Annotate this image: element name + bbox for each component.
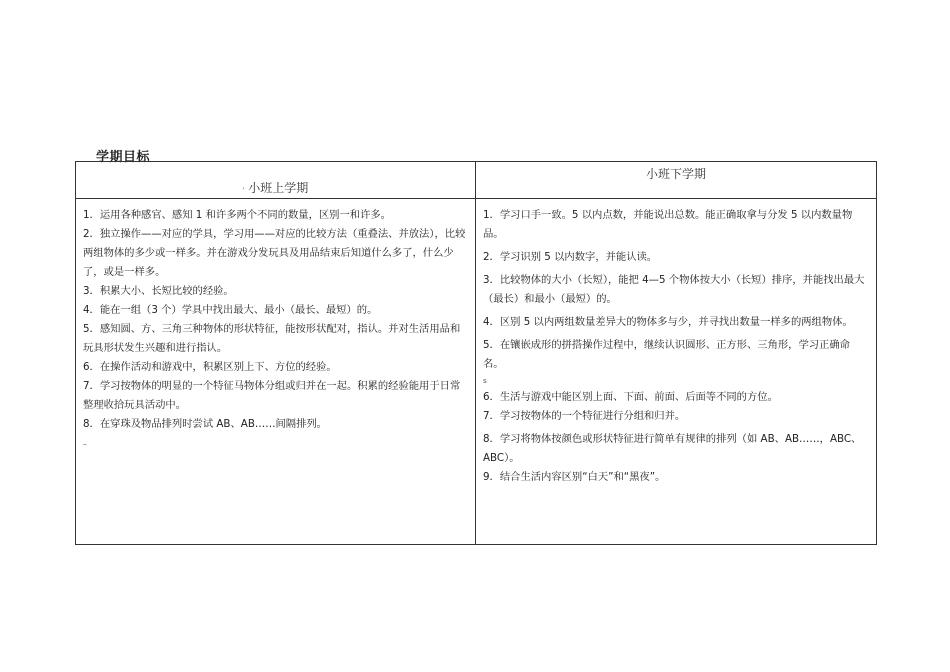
page-title: 学期目标: [96, 150, 151, 165]
list-item: 5．在镶嵌成形的拼搭操作过程中，继续认识圆形、正方形、三角形，学习正确命名。: [483, 339, 850, 370]
table-body-row: [76, 199, 877, 545]
right-column-header: [476, 162, 877, 199]
list-item: 5．感知圆、方、三角三种物体的形状特征，能按形状配对，指认。并对生活用品和玩具形状发生兴趣和进行指认。: [83, 323, 461, 354]
list-item: 4．能在一组（3 个）学具中找出最大、最小（最长、最短）的。: [83, 304, 378, 316]
list-item: 2．学习识别 5 以内数字，并能认读。: [483, 251, 658, 263]
right-goals-cell: [476, 199, 877, 545]
list-item: 8．学习将物体按颜色或形状特征进行简单有规律的排列（如 AB、AB……，ABC、ABC）。: [483, 433, 862, 464]
stray-mark: s: [483, 377, 487, 385]
right-header-label: 小班下学期: [645, 167, 706, 181]
list-item: 7．学习按物体的一个特征进行分组和归并。: [483, 410, 686, 422]
stray-mark: _: [83, 437, 87, 445]
list-item: 3．比较物体的大小（长短），能把 4—5 个物体按大小（长短）排序，并能找出最大（最长）和最小（最短）的。: [483, 274, 865, 305]
list-item: 8．在穿珠及物品排列时尝试 AB、AB……间隔排列。: [83, 418, 327, 430]
list-item: 1．运用各种感官、感知 1 和许多两个不同的数量，区别一和许多。: [83, 209, 391, 221]
list-item: 4．区别 5 以内两组数量差异大的物体多与少，并寻找出数量一样多的两组物体。: [483, 316, 853, 328]
list-item: 7．学习按物体的明显的一个特征马物体分组或归并在一起。积累的经验能用于日常整理收拾玩具活动中。: [83, 380, 461, 411]
semester-goals-table: [75, 161, 877, 545]
table-header-row: [76, 162, 877, 199]
left-header-label: 小班上学期: [248, 181, 309, 195]
list-item: 2．独立操作——对应的学具，学习用——对应的比较方法（重叠法、并放法），比较两组物体的多少或一样多。并在游戏分发玩具及用品结束后知道什么多了，什么少了，或是一样多。: [83, 228, 466, 278]
list-item: 6．在操作活动和游戏中，积累区别上下、方位的经验。: [83, 361, 337, 373]
list-item: 6．生活与游戏中能区别上面、下面、前面、后面等不同的方位。: [483, 391, 778, 403]
right-goals-list: [483, 206, 870, 487]
left-goals-list: [83, 206, 469, 448]
left-column-header: ' 小班上学期: [76, 162, 476, 199]
list-item: 3．积累大小、长短比较的经验。: [83, 285, 234, 297]
list-item: 1．学习口手一致。5 以内点数，并能说出总数。能正确取拿与分发 5 以内数量物品。: [483, 209, 853, 240]
list-item: 9．结合生活内容区别“白天”和“黑夜”。: [483, 471, 666, 483]
left-goals-cell: [76, 199, 476, 545]
